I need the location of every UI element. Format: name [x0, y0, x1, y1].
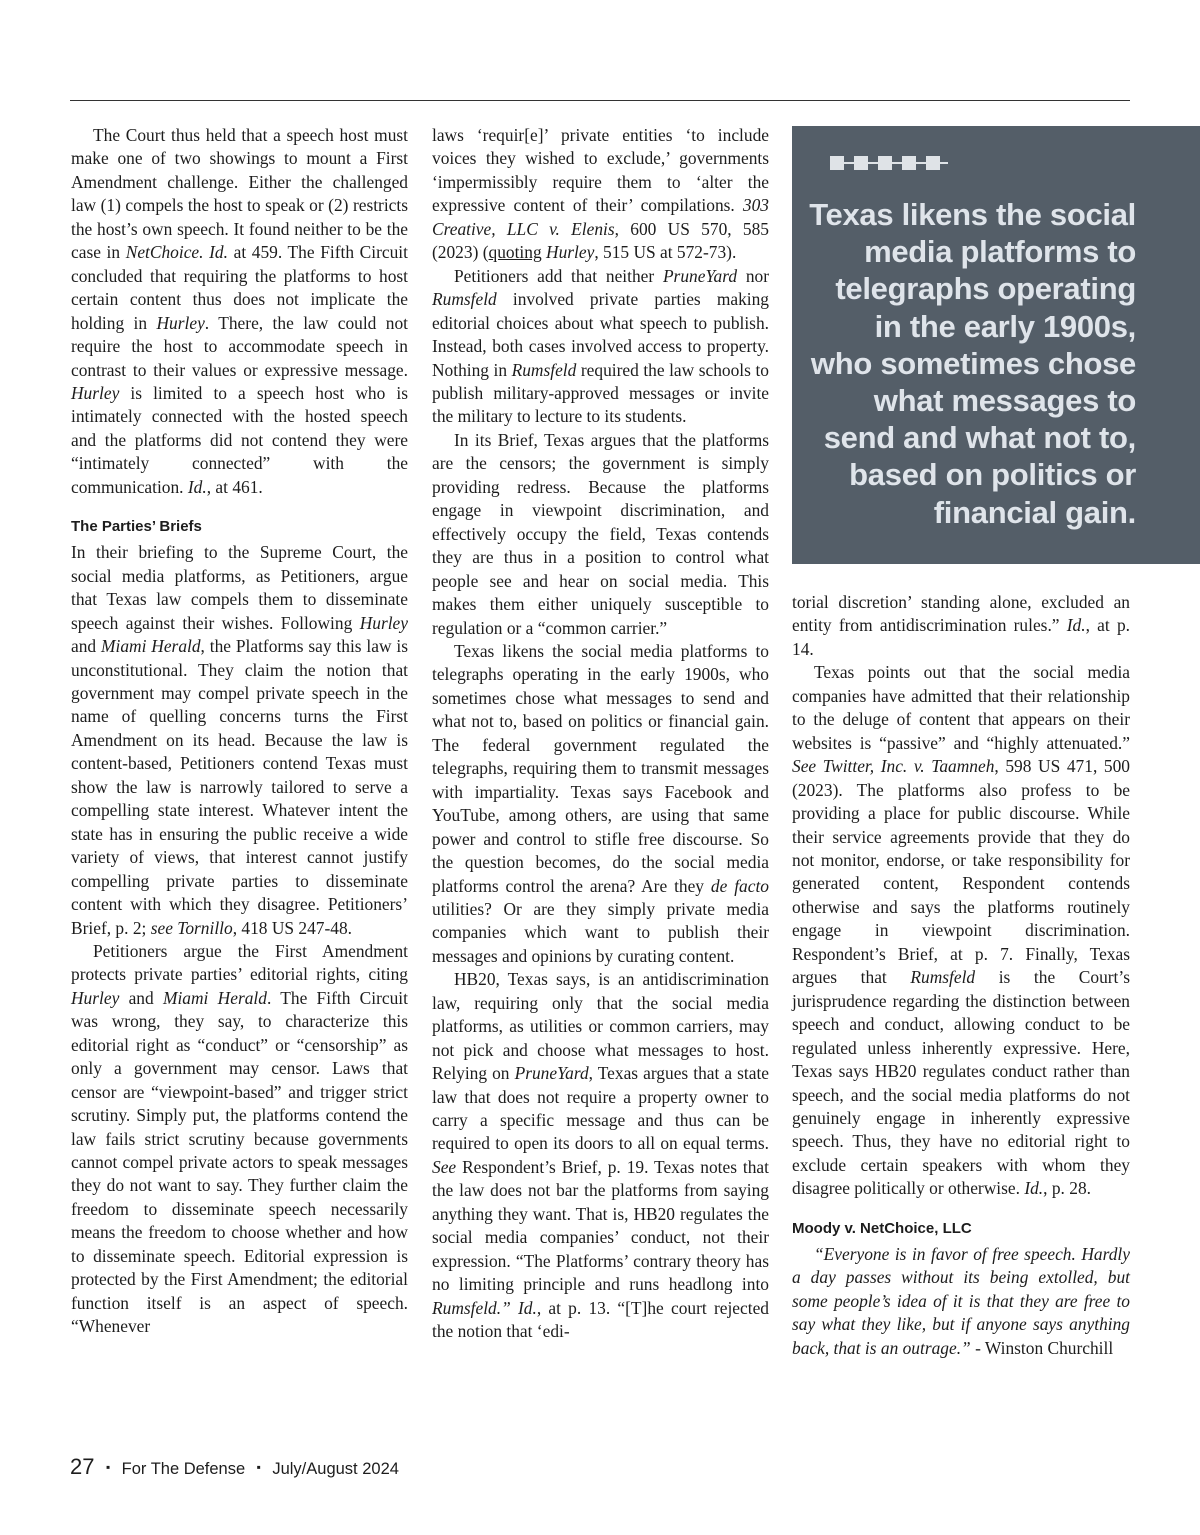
col2-paragraph-3: In its Brief, Texas argues that the platforms are the censors; the government is simply providing redress. Because the platforms engage in viewpoint discrimination, and effectively occupy the field, Texas contends they are thus in a position to control what people see and hear on social media. This makes them either uniquely susceptible to regulation or a “common carrier.” — [432, 429, 769, 638]
col1-paragraph-2: In their briefing to the Supreme Court, the social media platforms, as Petitioners, argue that Texas law compels them to disseminate speech against their wishes. Following Hurley and Miami Herald, the Platforms say this law is unconstitutional. They claim the notion that government may compel private speech in the name of quelling concerns turns the First Amendment on its head. Because the law is content-based, Petitioners contend Texas must show the law is narrowly tailored to serve a compelling state interest. Whatever intent the state has in ensuring the public receive a wide variety of views, that interest cannot justify compelling private parties to disseminate content with which they disagree. Petitioners’ Brief, p. 2; see Tornillo, 418 US 247-48. — [71, 542, 408, 938]
col2-paragraph-5: HB20, Texas says, is an antidiscrimination law, requiring only that the social media platforms, as utilities or common carriers, may not pick and choose what messages to host. Relying on PruneYard, Texas argues that a state law that does not require a property owner to carry a specific message and thus can be required to open its doors to all on equal terms. See Respondent’s Brief, p. 19. Texas notes that the law does not bar the platforms from saying anything they want. That is, HB20 regulates the social media companies’ conduct, not their expression. “The Platforms’ contrary theory has no limiting principle and runs headlong into Rumsfeld.” Id., at p. 13. “[T]he court rejected the notion that ‘edi- — [432, 969, 769, 1342]
column-2 — [432, 124, 769, 1344]
column-3 — [792, 591, 1130, 1360]
column-1 — [71, 124, 408, 1339]
col1-paragraph-3: Petitioners argue the First Amendment protects private parties’ editorial rights, citing Hurley and Miami Herald. The Fifth Circuit was wrong, they say, to characterize this editorial right as “conduct” or “censorship” as only a government may censor. Laws that censor are “viewpoint-based” and trigger strict scrutiny. Simply put, the platforms contend the law fails strict scrutiny because governments cannot compel private actors to speak messages they do not want to say. They further claim the freedom to disseminate speech necessarily means the freedom to choose whether and how to disseminate speech. Editorial expression is protected by the First Amendment; the editorial function itself is an aspect of speech. “Whenever — [71, 940, 408, 1337]
header-rule — [70, 100, 1130, 101]
publication-name: For The Defense — [121, 1460, 246, 1478]
bullet-separator-icon: ▪ — [105, 1460, 111, 1474]
page-footer — [70, 1454, 399, 1480]
section-heading-parties-briefs: The Parties’ Briefs — [71, 518, 202, 536]
col2-paragraph-1: laws ‘requir[e]’ private entities ‘to include voices they wished to exclude,’ governments ‘impermissibly require them to ‘alter the expressive content of their’ compilations. 303 Creative, LLC v. Elenis, 600 US 570, 585 (2023) (quoting Hurley, 515 US at 572-73). — [432, 125, 769, 263]
col3-paragraph-2: Texas points out that the social media companies have admitted that their relationship to the deluge of content that appears on their websites is “passive” and “highly attenuated.” See Twitter, Inc. v. Taamneh, 598 US 471, 500 (2023). The platforms also profess to be providing a place for public discourse. While their service agreements provide that they do not monitor, endorse, or take responsibility for generated content, Respondent contends otherwise and says the platforms routinely engage in viewpoint discrimination. Respondent’s Brief, at p. 7. Finally, Texas argues that Rumsfeld is the Court’s jurisprudence regarding the distinction between speech and conduct, allowing conduct to be regulated unless inherently expressive. Here, Texas says HB20 regulates conduct rather than speech, and the social media platforms do not genuinely engage in inherently expressive speech. Thus, they have no editorial right to exclude certain speakers with whom they disagree politically or otherwise. Id., p. 28. — [792, 662, 1130, 1199]
section-heading-moody: Moody v. NetChoice, LLC — [792, 1219, 972, 1237]
page-number: 27 — [70, 1454, 95, 1479]
pull-quote-text: Texas likens the social media platforms to telegraphs operating in the early 1900s, who sometimes chose what messages to send and what not to, based on politics or financial gain. — [809, 197, 1136, 530]
decorative-squares-icon — [830, 156, 948, 170]
col2-paragraph-2: Petitioners add that neither PruneYard nor Rumsfeld involved private parties making editorial choices about what speech to publish. Instead, both cases involved access to property. Nothing in Rumsfeld required the law schools to publish military-approved messages or invite the military to lecture to its students. — [432, 265, 769, 427]
col1-paragraph-1: The Court thus held that a speech host must make one of two showings to mount a First Amendment challenge. Either the challenged law (1) compels the host to speak or (2) restricts the host’s own speech. It found neither to be the case in NetChoice. Id. at 459. The Fifth Circuit concluded that requiring the platforms to host certain content thus does not implicate the holding in Hurley. There, the law could not require the host to accommodate speech in contrast to their values or expressive message. Hurley is limited to a speech host who is intimately connected with the hosted speech and the platforms did not contend they were “intimately connected” with the communication. Id., at 461. — [71, 125, 408, 497]
bullet-separator-icon: ▪ — [256, 1460, 261, 1474]
col3-paragraph-1: torial discretion’ standing alone, excluded an entity from antidiscrimination rules.” Id., at p. 14. — [792, 592, 1130, 659]
col2-paragraph-4: Texas likens the social media platforms to telegraphs operating in the early 1900s, who sometimes chose what messages to send and what not to, based on politics or financial gain. The federal government regulated the telegraphs, requiring them to transmit messages with impartiality. Texas says Facebook and YouTube, among others, are using that same power and control to stifle free discourse. So the question becomes, do the social media platforms control the arena? Are they de facto utilities? Or are they simply private media companies which want to publish their messages and opinions by curating content. — [432, 640, 769, 966]
pull-quote-box — [792, 126, 1200, 564]
issue-date: July/August 2024 — [272, 1460, 399, 1478]
churchill-quote: “Everyone is in favor of free speech. Hardly a day passes without its being extolled, but some people’s idea of it is that they are free to say what they like, but if anyone says anything back, that is an outrage.” - Winston Churchill — [792, 1243, 1130, 1358]
